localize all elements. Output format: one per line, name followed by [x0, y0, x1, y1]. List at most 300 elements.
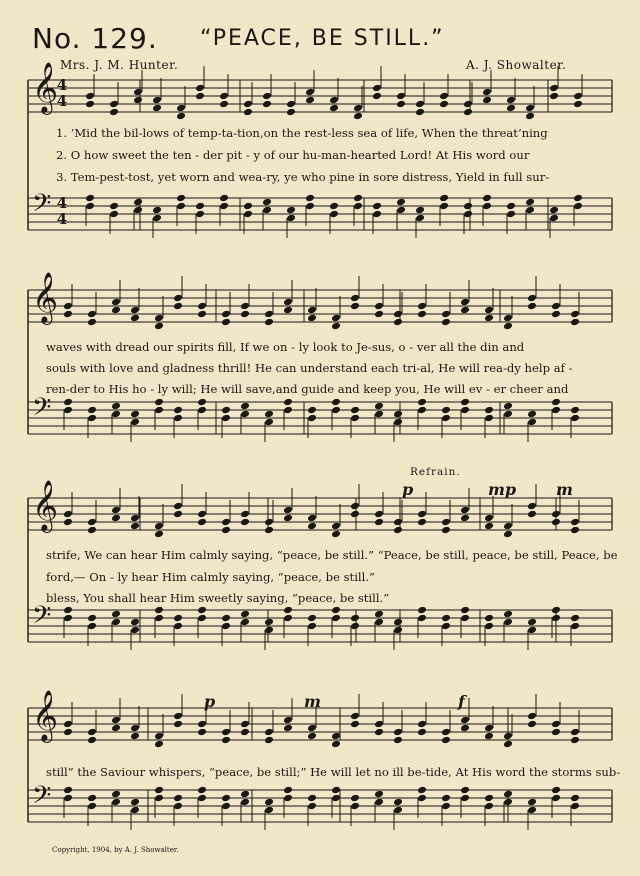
note-head	[173, 414, 183, 423]
dynamic-marking-m: m	[304, 692, 321, 711]
note-head	[415, 108, 425, 117]
note-head	[350, 414, 360, 423]
note-head	[374, 518, 384, 527]
note-head	[484, 622, 494, 631]
lyric-line-verse-1: 1. ’Mid the bil-lows of temp-ta-tion,on the rest-less sea of life, When the threat’ning	[56, 126, 548, 140]
note-head	[393, 310, 403, 319]
note-head	[286, 100, 296, 109]
note-head	[264, 728, 274, 737]
note-head	[551, 510, 561, 519]
note-head	[240, 798, 250, 807]
note-head	[219, 202, 229, 211]
note-head	[570, 518, 580, 527]
note-head	[417, 606, 427, 615]
note-head	[331, 522, 341, 531]
note-head	[173, 302, 183, 311]
note-head	[286, 206, 296, 215]
note-head	[372, 210, 382, 219]
note-head	[374, 618, 384, 627]
note-head	[570, 406, 580, 415]
note-head	[329, 96, 339, 105]
note-head	[63, 310, 73, 319]
note-head	[417, 302, 427, 311]
note-head	[551, 406, 561, 415]
note-head	[570, 622, 580, 631]
note-head	[503, 618, 513, 627]
note-head	[506, 202, 516, 211]
note-head	[221, 518, 231, 527]
note-head	[195, 84, 205, 93]
note-head	[87, 622, 97, 631]
note-head	[85, 92, 95, 101]
note-head	[85, 194, 95, 203]
note-head	[130, 798, 140, 807]
note-head	[221, 414, 231, 423]
note-head	[396, 92, 406, 101]
note-head	[482, 194, 492, 203]
note-head	[331, 398, 341, 407]
note-head	[460, 506, 470, 515]
note-head	[353, 112, 363, 121]
note-head	[441, 736, 451, 745]
lyric-line-verse-2: souls with love and gladness thrill! He can understand each tri-al, He will rea-dy help af -	[46, 361, 573, 375]
note-head	[111, 790, 121, 799]
note-head	[393, 526, 403, 535]
note-head	[173, 510, 183, 519]
note-head	[307, 522, 317, 531]
note-head	[393, 418, 403, 427]
note-head	[417, 510, 427, 519]
note-head	[221, 794, 231, 803]
note-head	[372, 202, 382, 211]
lyric-line-verse-2: ford,— On - ly hear Him calmly saying, “peace, be still.”	[46, 570, 375, 584]
note-head	[152, 214, 162, 223]
note-head	[87, 414, 97, 423]
note-head	[63, 794, 73, 803]
note-head	[221, 318, 231, 327]
note-head	[240, 728, 250, 737]
lyric-line-verse-2: 2. O how sweet the ten - der pit - y of our hu-man-hearted Lord! At His word our	[56, 148, 530, 162]
note-head	[130, 410, 140, 419]
note-head	[463, 210, 473, 219]
note-head	[63, 720, 73, 729]
note-head	[195, 92, 205, 101]
note-head	[374, 728, 384, 737]
note-head	[133, 88, 143, 97]
note-head	[482, 88, 492, 97]
note-head	[417, 786, 427, 795]
note-head	[393, 318, 403, 327]
note-head	[350, 406, 360, 415]
note-head	[152, 96, 162, 105]
note-head	[173, 622, 183, 631]
note-head	[503, 732, 513, 741]
note-head	[527, 510, 537, 519]
note-head	[307, 794, 317, 803]
note-head	[264, 410, 274, 419]
note-head	[331, 614, 341, 623]
note-head	[221, 526, 231, 535]
note-head	[109, 100, 119, 109]
note-head	[133, 96, 143, 105]
note-head	[243, 202, 253, 211]
note-head	[329, 104, 339, 113]
note-head	[441, 310, 451, 319]
refrain-label: Refrain.	[410, 466, 461, 478]
note-head	[396, 100, 406, 109]
note-head	[154, 794, 164, 803]
note-head	[393, 518, 403, 527]
note-head	[152, 104, 162, 113]
note-head	[503, 410, 513, 419]
note-head	[551, 728, 561, 737]
note-head	[307, 732, 317, 741]
note-head	[527, 712, 537, 721]
note-head	[109, 210, 119, 219]
note-head	[393, 410, 403, 419]
note-head	[331, 530, 341, 539]
bass-clef-icon: 𝄢	[32, 189, 52, 224]
note-head	[197, 518, 207, 527]
note-head	[374, 302, 384, 311]
note-head	[197, 310, 207, 319]
note-head	[484, 314, 494, 323]
note-head	[549, 92, 559, 101]
note-head	[393, 806, 403, 815]
note-head	[527, 798, 537, 807]
note-head	[130, 418, 140, 427]
note-head	[527, 294, 537, 303]
note-head	[63, 518, 73, 527]
note-head	[154, 614, 164, 623]
note-head	[374, 310, 384, 319]
note-head	[154, 406, 164, 415]
note-head	[525, 198, 535, 207]
note-head	[173, 502, 183, 511]
note-head	[460, 606, 470, 615]
note-head	[503, 322, 513, 331]
note-head	[130, 306, 140, 315]
note-head	[374, 610, 384, 619]
bass-clef-icon: 𝄢	[32, 393, 52, 428]
note-head	[482, 96, 492, 105]
note-head	[570, 318, 580, 327]
note-head	[460, 716, 470, 725]
note-head	[87, 794, 97, 803]
note-head	[283, 794, 293, 803]
note-head	[173, 294, 183, 303]
note-head	[264, 310, 274, 319]
note-head	[463, 108, 473, 117]
bass-clef-icon: 𝄢	[32, 601, 52, 636]
note-head	[460, 786, 470, 795]
note-head	[197, 614, 207, 623]
note-head	[460, 794, 470, 803]
note-head	[130, 806, 140, 815]
dynamic-marking-p: p	[402, 480, 414, 499]
dynamic-marking-p: p	[204, 692, 216, 711]
note-head	[111, 514, 121, 523]
note-head	[283, 724, 293, 733]
note-head	[374, 790, 384, 799]
dynamic-marking-mp: mp	[488, 480, 517, 499]
note-head	[221, 614, 231, 623]
note-head	[441, 414, 451, 423]
note-head	[573, 92, 583, 101]
lyric-line-verse-1: waves with dread our spirits fill, If we on - ly look to Je-sus, o - ver all the din and	[46, 340, 525, 354]
note-head	[417, 518, 427, 527]
note-head	[240, 610, 250, 619]
note-head	[154, 322, 164, 331]
note-head	[570, 794, 580, 803]
note-head	[264, 798, 274, 807]
note-head	[441, 614, 451, 623]
note-head	[331, 314, 341, 323]
time-signature-upper: 4	[56, 76, 68, 94]
note-head	[63, 606, 73, 615]
note-head	[441, 728, 451, 737]
note-head	[240, 618, 250, 627]
note-head	[305, 194, 315, 203]
note-head	[441, 518, 451, 527]
note-head	[154, 740, 164, 749]
note-head	[197, 794, 207, 803]
note-head	[264, 518, 274, 527]
note-head	[570, 614, 580, 623]
note-head	[130, 514, 140, 523]
note-head	[240, 518, 250, 527]
note-head	[482, 202, 492, 211]
note-head	[154, 530, 164, 539]
note-head	[305, 96, 315, 105]
note-head	[305, 202, 315, 211]
note-head	[527, 502, 537, 511]
note-head	[441, 802, 451, 811]
note-head	[551, 614, 561, 623]
note-head	[417, 728, 427, 737]
note-head	[283, 514, 293, 523]
note-head	[240, 720, 250, 729]
note-head	[396, 206, 406, 215]
note-head	[570, 736, 580, 745]
note-head	[197, 720, 207, 729]
note-head	[221, 728, 231, 737]
note-head	[415, 206, 425, 215]
time-signature-lower: 4	[56, 92, 68, 110]
note-head	[393, 736, 403, 745]
treble-clef-icon: 𝄞	[32, 62, 59, 113]
note-head	[111, 298, 121, 307]
note-head	[353, 202, 363, 211]
note-head	[484, 306, 494, 315]
note-head	[393, 798, 403, 807]
note-head	[350, 622, 360, 631]
note-head	[262, 92, 272, 101]
note-head	[527, 626, 537, 635]
note-head	[85, 202, 95, 211]
note-head	[307, 414, 317, 423]
note-head	[350, 712, 360, 721]
note-head	[176, 194, 186, 203]
note-head	[133, 198, 143, 207]
note-head	[262, 198, 272, 207]
note-head	[551, 310, 561, 319]
note-head	[503, 798, 513, 807]
note-head	[197, 302, 207, 311]
note-head	[331, 406, 341, 415]
note-head	[197, 606, 207, 615]
note-head	[525, 206, 535, 215]
note-head	[441, 318, 451, 327]
note-head	[197, 398, 207, 407]
note-head	[417, 310, 427, 319]
note-head	[130, 626, 140, 635]
dynamic-marking-f: f	[458, 692, 465, 711]
note-head	[264, 526, 274, 535]
note-head	[240, 410, 250, 419]
note-head	[154, 786, 164, 795]
note-head	[111, 610, 121, 619]
note-head	[484, 724, 494, 733]
note-head	[525, 112, 535, 121]
note-head	[264, 618, 274, 627]
note-head	[286, 108, 296, 117]
copyright-notice: Copyright, 1904, by A. J. Showalter.	[52, 846, 179, 854]
note-head	[176, 104, 186, 113]
note-head	[111, 402, 121, 411]
note-head	[219, 194, 229, 203]
note-head	[240, 402, 250, 411]
note-head	[393, 626, 403, 635]
note-head	[460, 514, 470, 523]
note-head	[111, 798, 121, 807]
note-head	[527, 410, 537, 419]
note-head	[283, 298, 293, 307]
note-head	[240, 790, 250, 799]
note-head	[551, 606, 561, 615]
note-head	[85, 100, 95, 109]
note-head	[286, 214, 296, 223]
note-head	[283, 406, 293, 415]
note-head	[350, 502, 360, 511]
note-head	[374, 798, 384, 807]
note-head	[417, 614, 427, 623]
note-head	[350, 614, 360, 623]
note-head	[551, 720, 561, 729]
note-head	[221, 310, 231, 319]
note-head	[307, 622, 317, 631]
note-head	[63, 406, 73, 415]
note-head	[307, 614, 317, 623]
note-head	[484, 802, 494, 811]
note-head	[173, 406, 183, 415]
note-head	[460, 398, 470, 407]
note-head	[130, 732, 140, 741]
note-head	[307, 802, 317, 811]
note-head	[176, 202, 186, 211]
note-head	[331, 606, 341, 615]
note-head	[87, 518, 97, 527]
note-head	[331, 740, 341, 749]
note-head	[573, 100, 583, 109]
note-head	[484, 794, 494, 803]
note-head	[570, 728, 580, 737]
note-head	[307, 306, 317, 315]
note-head	[197, 510, 207, 519]
note-head	[111, 716, 121, 725]
note-head	[374, 720, 384, 729]
note-head	[240, 510, 250, 519]
note-head	[350, 720, 360, 729]
note-head	[331, 794, 341, 803]
treble-time-signature	[56, 77, 68, 109]
note-head	[240, 302, 250, 311]
composer-credit: A. J. Showalter.	[466, 58, 567, 72]
lyricist-credit: Mrs. J. M. Hunter.	[60, 58, 179, 72]
note-head	[283, 606, 293, 615]
note-head	[393, 618, 403, 627]
note-head	[87, 802, 97, 811]
treble-clef-icon: 𝄞	[32, 272, 59, 323]
note-head	[219, 92, 229, 101]
note-head	[396, 198, 406, 207]
note-head	[460, 724, 470, 733]
note-head	[549, 214, 559, 223]
note-head	[353, 104, 363, 113]
treble-clef-icon: 𝄞	[32, 480, 59, 531]
note-head	[506, 96, 516, 105]
note-head	[350, 802, 360, 811]
note-head	[154, 522, 164, 531]
note-head	[264, 626, 274, 635]
treble-clef-icon: 𝄞	[32, 690, 59, 741]
note-head	[111, 306, 121, 315]
note-head	[484, 514, 494, 523]
note-head	[109, 108, 119, 117]
note-head	[460, 298, 470, 307]
bass-clef-icon: 𝄢	[32, 781, 52, 816]
note-head	[417, 398, 427, 407]
note-head	[221, 406, 231, 415]
note-head	[307, 724, 317, 733]
note-head	[243, 108, 253, 117]
note-head	[262, 206, 272, 215]
note-head	[197, 406, 207, 415]
note-head	[549, 84, 559, 93]
note-head	[329, 202, 339, 211]
note-head	[111, 410, 121, 419]
note-head	[350, 294, 360, 303]
note-head	[503, 402, 513, 411]
note-head	[527, 302, 537, 311]
note-head	[484, 406, 494, 415]
note-head	[439, 202, 449, 211]
note-head	[460, 406, 470, 415]
note-head	[173, 802, 183, 811]
note-head	[195, 202, 205, 211]
note-head	[527, 720, 537, 729]
note-head	[484, 614, 494, 623]
note-head	[87, 526, 97, 535]
note-head	[63, 398, 73, 407]
note-head	[573, 194, 583, 203]
note-head	[329, 210, 339, 219]
note-head	[503, 740, 513, 749]
lyric-line-verse-3: 3. Tem-pest-tost, yet worn and wea-ry, ye who pine in sore distress, Yield in full sur-	[56, 170, 550, 184]
note-head	[372, 84, 382, 93]
note-head	[63, 786, 73, 795]
note-head	[570, 526, 580, 535]
